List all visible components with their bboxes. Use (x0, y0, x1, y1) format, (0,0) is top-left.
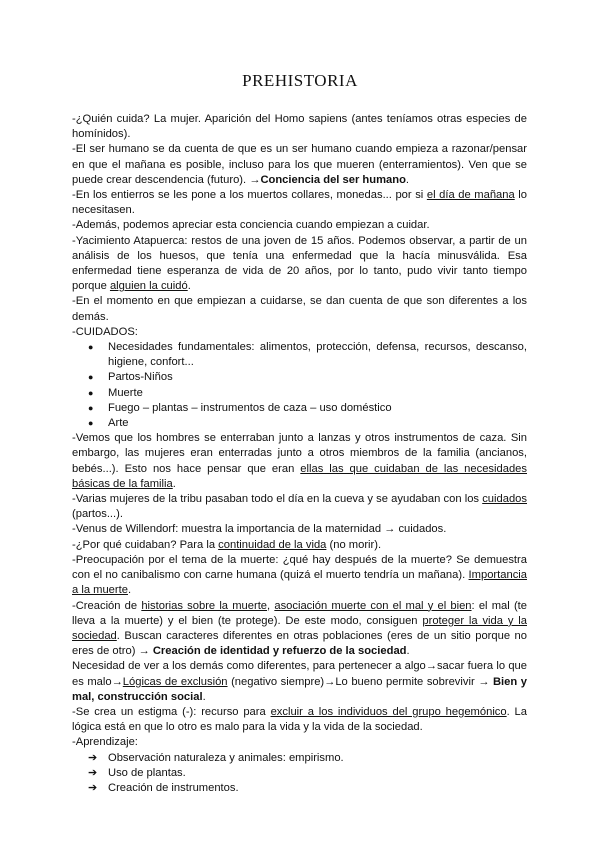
underline-necesidades-basicas: ellas las que cuidaban de las necesidades básicas de la familia (72, 462, 527, 490)
underline-asociacion: asociación muerte con el mal y el bien (274, 599, 472, 612)
paragraph-mujeres-tribu: -Varias mujeres de la tribu pasaban todo el día en la cueva y se ayudaban con los cuidados (partos...). (72, 493, 527, 521)
paragraph-ademas: -Además, podemos apreciar esta conciencia cuando empiezan a cuidar. (72, 219, 430, 232)
bullet-icon: ● (88, 372, 94, 383)
heading-aprendizaje: -Aprendizaje: (72, 736, 138, 749)
arrow-icon: ➔ (88, 751, 98, 764)
paragraph-quien-cuida: -¿Quién cuida? La mujer. Aparición del Homo sapiens (antes teníamos otras especies de homínidos). (72, 113, 527, 141)
document-title: PREHISTORIA (242, 71, 358, 90)
bold-identidad: Creación de identidad y refuerzo de la sociedad (152, 645, 407, 658)
heading-cuidados: -CUIDADOS: (72, 325, 138, 338)
paragraph-venus: -Venus de Willendorf: muestra la importancia de la maternidad → cuidados. (72, 523, 447, 536)
paragraph-diferentes: -En el momento en que empiezan a cuidarse, se dan cuenta de que son diferentes a los demás. (72, 295, 527, 323)
aprendizaje-list (72, 751, 527, 797)
list-item: ● Necesidades fundamentales: alimentos, protección, defensa, recursos, descanso, higiene, confort... (88, 341, 527, 369)
list-item: ● Arte (72, 416, 527, 431)
paragraph-por-que: -¿Por qué cuidaban? Para la continuidad de la vida (no morir). (72, 538, 382, 551)
bullet-icon: ● (88, 418, 94, 429)
list-item: ➔ Observación naturaleza y animales: empirismo. (72, 751, 527, 766)
underline-excluir: excluir a los individuos del grupo hegemónico (270, 705, 507, 718)
underline-dia-manana: el día de mañana (426, 189, 515, 202)
paragraph-estigma: -Se crea un estigma (-): recurso para excluir a los individuos del grupo hegemónico. La lógica está en que lo otro es malo para la vida y la vida de la sociedad. (72, 705, 528, 734)
arrow-icon: ➔ (88, 781, 98, 794)
bullet-icon: ● (88, 342, 94, 353)
list-item: ➔ Uso de plantas. (72, 766, 527, 781)
paragraph-entierros: -En los entierros se les pone a los muertos collares, monedas... por si el día de mañana lo necesitasen. (72, 189, 527, 217)
paragraph-necesidad: Necesidad de ver a los demás como diferentes, para pertenecer a algo→sacar fuera lo que es malo→Lógicas de exclusión (negativo siempre)→Lo bueno permite sobrevivir → Bien y mal, construcción social. (72, 660, 527, 703)
paragraph-historias: -Creación de historias sobre la muerte, asociación muerte con el mal y el bien: el mal (te lleva a la muerte) y el bien (te protege). De este modo, consiguen proteger la vida y la sociedad. Buscan caracteres diferentes en otras poblaciones (eres de un sitio porque no eres de otro) → Creación de identidad y refuerzo de la sociedad. (72, 599, 527, 658)
arrow-icon: ➔ (88, 766, 98, 779)
document-body (72, 112, 527, 796)
bold-bien-mal: Bien y mal, construcción social (72, 675, 527, 703)
cuidados-list (72, 340, 527, 431)
bullet-icon: ● (88, 387, 94, 398)
paragraph-conciencia: -El ser humano se da cuenta de que es un ser humano cuando empieza a razonar/pensar en que el mañana es posible, incluso para los que mueren (enterramientos). Ven que se puede crear descendencia (futuro). →Conciencia del ser humano. (72, 143, 527, 186)
list-item: ● Partos-Niños (72, 370, 527, 385)
underline-proteger: proteger la vida y la sociedad (72, 614, 527, 642)
paragraph-atapuerca: -Yacimiento Atapuerca: restos de una joven de 15 años. Podemos observar, a partir de un análisis de los huesos, que tenía una enfermedad que la hacía minusválida. Esa enfermedad tiene esperanza de vida de 20 años, por lo tanto, pudo vivir tanto tiempo porque alguien la cuidó. (72, 234, 527, 293)
underline-historias: historias sobre la muerte (141, 599, 268, 612)
underline-logicas-exclusion: Lógicas de exclusión (122, 675, 228, 688)
paragraph-enterramientos: -Vemos que los hombres se enterraban junto a lanzas y otros instrumentos de caza. Sin embargo, las mujeres eran enterradas junto a otros miembros de la familia (ancianos, bebés...). Esto nos hace pensar que eran ellas las que cuidaban de las necesidades básicas de la familia. (72, 432, 527, 490)
bold-conciencia: Conciencia del ser humano (260, 173, 406, 186)
underline-continuidad: continuidad de la vida (218, 538, 327, 551)
paragraph-muerte: -Preocupación por el tema de la muerte: ¿qué hay después de la muerte? Se demuestra con el no canibalismo con carne humana (quizá el muerto tendría un mañana). Importancia a la muerte. (72, 553, 527, 597)
list-item: ● Fuego – plantas – instrumentos de caza – uso doméstico (72, 401, 527, 416)
list-item: ● Muerte (72, 386, 527, 401)
underline-cuidados: cuidados (482, 493, 527, 506)
underline-importancia-muerte: Importancia a la muerte (72, 569, 527, 597)
list-item: ➔ Creación de instrumentos. (72, 781, 527, 796)
bullet-icon: ● (88, 402, 94, 413)
underline-alguien-cuido: alguien la cuidó (109, 280, 188, 293)
